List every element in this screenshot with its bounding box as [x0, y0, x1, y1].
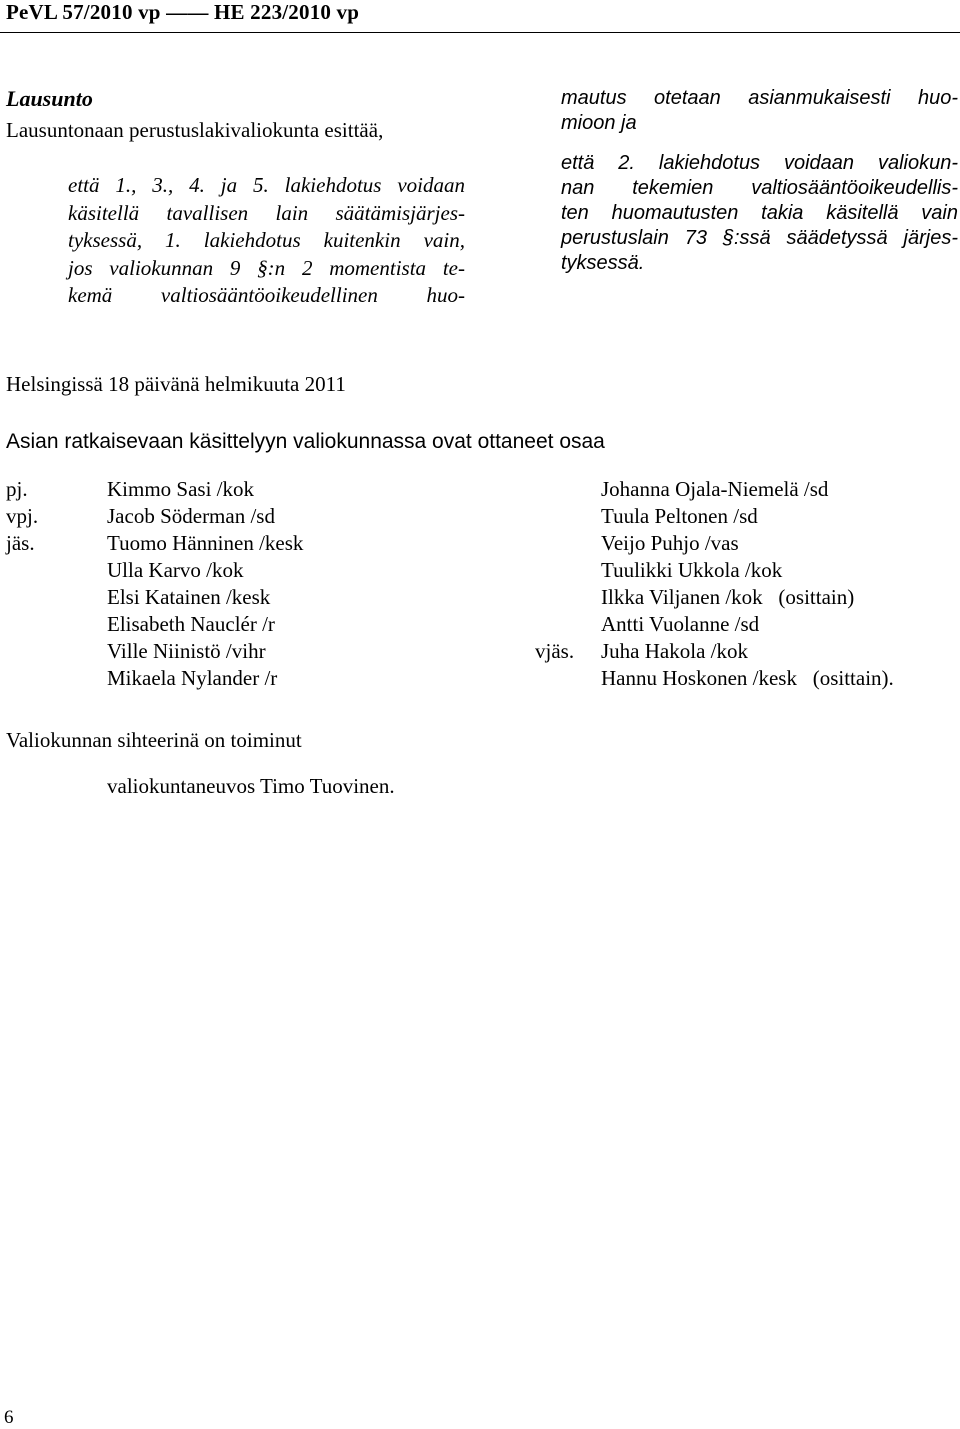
member-name: Jacob Söderman /sd	[107, 504, 275, 528]
page-number: 6	[4, 1407, 14, 1428]
secretary-label: Valiokunnan sihteerinä on toiminut	[6, 728, 302, 752]
statement-line: perustuslain 73 §:ssä säädetyssä järjes-	[561, 227, 958, 249]
statement-line: tyksessä, 1. lakiehdotus kuitenkin vain,	[68, 228, 465, 252]
secretary-name: valiokuntaneuvos Timo Tuovinen.	[107, 774, 395, 798]
member-name: Ulla Karvo /kok	[107, 558, 244, 582]
member-name: Mikaela Nylander /r	[107, 666, 278, 690]
member-name: Tuulikki Ukkola /kok	[601, 558, 783, 582]
document-header-title: PeVL 57/2010 vp —— HE 223/2010 vp	[6, 0, 360, 24]
statement-line: tyksessä.	[561, 252, 645, 274]
statement-line: että 2. lakiehdotus voidaan valiokun-	[561, 152, 958, 174]
participants-intro: Asian ratkaisevaan käsittelyyn valiokunnassa ovat ottaneet osaa	[6, 430, 605, 453]
statement-line: jos valiokunnan 9 §:n 2 momentista te-	[68, 255, 465, 280]
section-heading: Lausunto	[6, 86, 93, 111]
member-name: Elisabeth Nauclér /r	[107, 612, 275, 636]
member-name: Ilkka Viljanen /kok (osittain)	[601, 585, 855, 609]
statement-line: ten huomautusten takia käsitellä vain	[561, 202, 958, 224]
member-role: vjäs.	[535, 639, 575, 663]
statement-line: nan tekemien valtiosääntöoikeudellis-	[561, 177, 958, 199]
member-name: Veijo Puhjo /vas	[601, 531, 739, 555]
statement-right-column	[561, 86, 958, 276]
member-name: Tuomo Hänninen /kesk	[107, 531, 304, 555]
member-name: Ville Niinistö /vihr	[107, 639, 266, 663]
member-name: Johanna Ojala-Niemelä /sd	[601, 477, 829, 501]
date-line: Helsingissä 18 päivänä helmikuuta 2011	[6, 372, 346, 396]
statement-line: että 1., 3., 4. ja 5. lakiehdotus voidaan	[68, 173, 465, 197]
statement-line: mautus otetaan asianmukaisesti huo-	[561, 87, 958, 109]
member-role: vpj.	[6, 504, 39, 528]
statement-left-column	[68, 172, 465, 310]
statement-line: mioon ja	[561, 112, 637, 134]
member-role: pj.	[6, 477, 28, 501]
member-role: jäs.	[6, 531, 35, 555]
member-name: Elsi Katainen /kesk	[107, 585, 271, 609]
statement-line: kemä valtiosääntöoikeudellinen huo-	[68, 283, 465, 307]
paragraph-gap	[561, 136, 958, 151]
statement-line: käsitellä tavallisen lain säätämisjärjes-	[68, 200, 465, 225]
statement-intro: Lausuntonaan perustuslakivaliokunta esittää,	[6, 118, 384, 142]
member-name: Juha Hakola /kok	[601, 639, 748, 663]
member-name: Kimmo Sasi /kok	[107, 477, 255, 501]
header-divider	[0, 32, 960, 33]
member-name: Hannu Hoskonen /kesk (osittain).	[601, 666, 894, 690]
member-name: Antti Vuolanne /sd	[601, 612, 760, 636]
member-name: Tuula Peltonen /sd	[601, 504, 758, 528]
